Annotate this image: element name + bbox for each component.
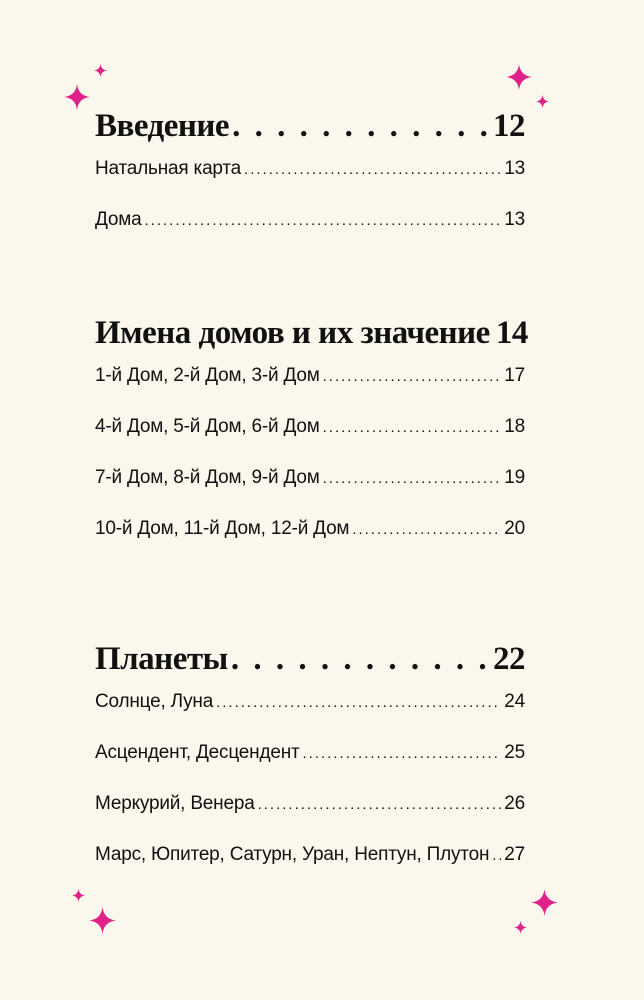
toc-heading[interactable] [95, 315, 528, 365]
dot-leader [258, 796, 502, 813]
toc-heading-page: 14 [495, 315, 528, 351]
toc-entry[interactable] [95, 365, 525, 416]
toc-section-planets [95, 641, 525, 895]
toc-entry-title: 10-й Дом, 11-й Дом, 12-й Дом [95, 518, 350, 539]
toc-entry-page: 13 [504, 209, 525, 230]
toc-section-houses [95, 315, 528, 569]
dot-leader [323, 419, 502, 436]
toc-heading[interactable] [95, 108, 525, 158]
dot-leader [303, 745, 502, 762]
toc-section-introduction [95, 108, 525, 260]
toc-entry[interactable] [95, 209, 525, 260]
toc-heading[interactable] [95, 641, 525, 691]
section-spacer [95, 260, 525, 315]
toc-entry-title: Дома [95, 209, 142, 230]
dot-leader [144, 212, 501, 229]
table-of-contents [95, 108, 528, 895]
toc-heading-page: 22 [493, 641, 525, 677]
toc-entry-title: 4-й Дом, 5-й Дом, 6-й Дом [95, 416, 320, 437]
dot-leader [232, 108, 490, 145]
toc-entry[interactable] [95, 691, 525, 742]
toc-entry-page: 17 [504, 365, 525, 386]
toc-heading-page: 12 [493, 108, 525, 144]
toc-entry-page: 18 [504, 416, 525, 437]
dot-leader [323, 470, 502, 487]
toc-heading-title: Планеты [95, 641, 228, 677]
toc-entry-title: Меркурий, Венера [95, 793, 255, 814]
sparkle-icon [531, 889, 558, 916]
dot-leader [492, 847, 501, 864]
toc-entry[interactable] [95, 742, 525, 793]
toc-entry-title: Асцендент, Десцендент [95, 742, 300, 763]
dot-leader [352, 521, 501, 538]
toc-entry-page: 13 [504, 158, 525, 179]
toc-entry-title: Марс, Юпитер, Сатурн, Уран, Нептун, Плутон [95, 844, 490, 865]
toc-entry-title: Натальная карта [95, 158, 242, 179]
toc-entry-page: 25 [504, 742, 525, 763]
toc-entry[interactable] [95, 416, 525, 467]
toc-entry-title: 7-й Дом, 8-й Дом, 9-й Дом [95, 467, 320, 488]
toc-entry-page: 20 [504, 518, 525, 539]
toc-entry-title: 1-й Дом, 2-й Дом, 3-й Дом [95, 365, 320, 386]
toc-heading-title: Имена домов и их значение [95, 315, 490, 351]
sparkle-icon [536, 95, 549, 108]
dot-leader [323, 368, 502, 385]
dot-leader [216, 694, 501, 711]
toc-entry[interactable] [95, 158, 525, 209]
sparkle-icon [89, 907, 116, 934]
sparkle-icon [72, 889, 85, 902]
toc-heading-title: Введение [95, 108, 230, 144]
dot-leader [231, 641, 490, 678]
toc-entry-page: 24 [504, 691, 525, 712]
sparkle-icon [514, 921, 527, 934]
toc-entry[interactable] [95, 793, 525, 844]
toc-entry[interactable] [95, 467, 525, 518]
sparkle-icon [506, 64, 532, 90]
toc-entry[interactable] [95, 518, 525, 569]
toc-entry-page: 26 [504, 793, 525, 814]
toc-entry-page: 19 [504, 467, 525, 488]
toc-entry-page: 27 [504, 844, 525, 865]
sparkle-icon [94, 64, 107, 77]
toc-entry[interactable] [95, 844, 525, 895]
section-spacer [95, 569, 525, 641]
dot-leader [244, 161, 501, 178]
toc-entry-title: Солнце, Луна [95, 691, 214, 712]
sparkle-icon [64, 84, 90, 110]
